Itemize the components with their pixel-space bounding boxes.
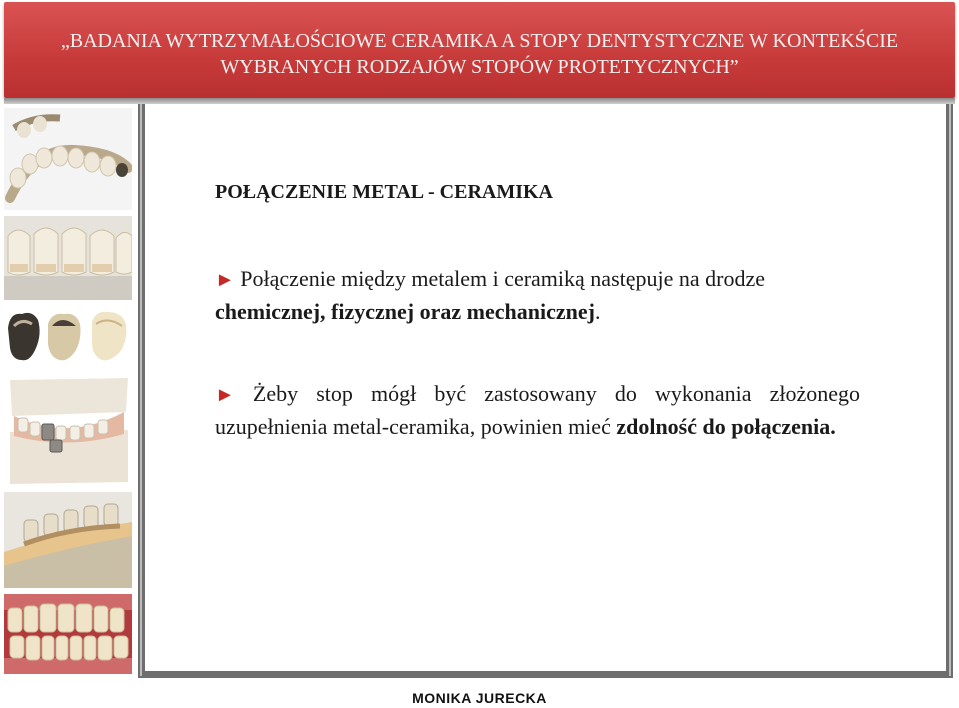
bullet-arrow-icon: ► (215, 384, 235, 406)
header-title-line-2: WYBRANYCH RODZAJÓW STOPÓW PROTETYCZNYCH” (220, 56, 739, 78)
slide-header (4, 2, 955, 98)
metal-crowns-photo (4, 304, 132, 368)
footer-author: MONIKA JURECKA (412, 690, 547, 706)
photo-strip (4, 104, 132, 678)
bullet-1-text: Połączenie między metalem i ceramiką następuje na drodze (234, 266, 765, 291)
ceramic-crowns-photo (4, 216, 132, 300)
header-title-line-1: „BADANIA WYTRZYMAŁOŚCIOWE CERAMIKA A STOPY DENTYSTYCZNE W KONTEKŚCIE (60, 30, 899, 52)
bridge-on-model-photo (4, 492, 132, 588)
slide-title: POŁĄCZENIE METAL - CERAMIKA (215, 181, 553, 203)
bullet-2-bold-text: zdolność do połączenia. (616, 414, 836, 439)
bullet-point-1 (215, 263, 860, 328)
bullet-1-end: . (594, 299, 601, 324)
bullet-1-bold-text: chemicznej, fizycznej oraz mechanicznej (215, 299, 595, 324)
bullet-2-text: Żeby stop mógł być zastosowany do wykonania złożonego uzupełnienia metal-ceramika, powinien mieć (215, 381, 860, 439)
bullet-arrow-icon: ► (215, 269, 235, 291)
bullet-point-2 (215, 378, 860, 443)
natural-teeth-photo (4, 594, 132, 674)
dental-model-photo (4, 372, 132, 486)
dental-bridge-photo (4, 108, 132, 210)
